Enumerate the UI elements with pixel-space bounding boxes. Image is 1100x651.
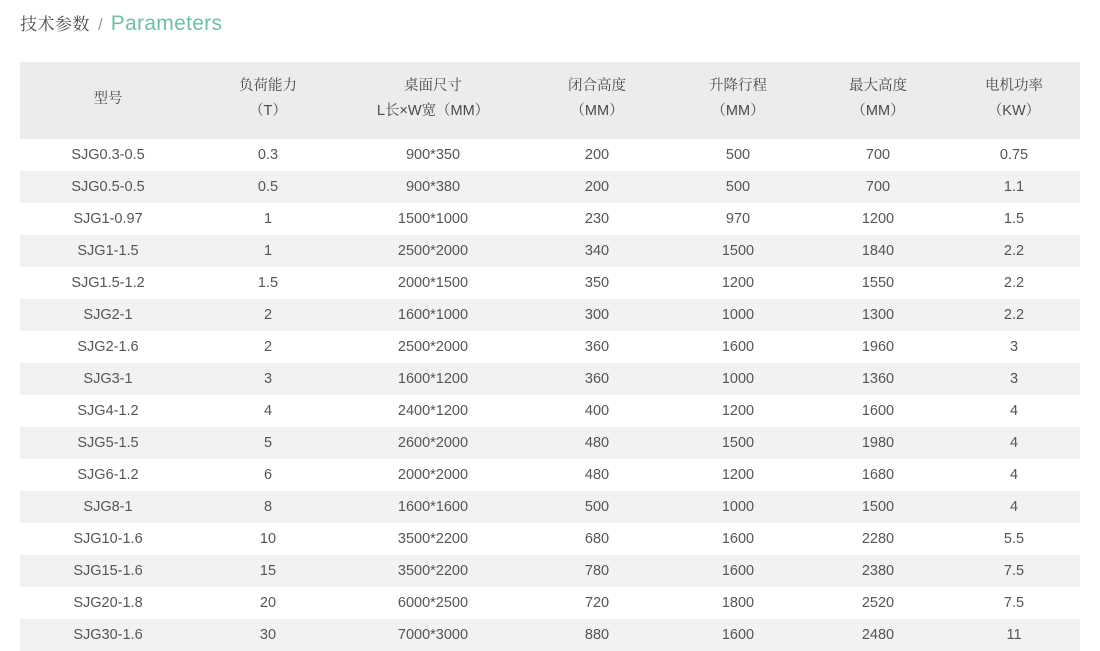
cell-closed-height: 360 [526,331,668,363]
table-row [20,619,1080,651]
cell-model: SJG20-1.8 [20,587,196,619]
column-header-line2: （T） [249,103,287,120]
table-row [20,235,1080,267]
cell-motor-power: 2.2 [948,267,1080,299]
cell-max-height: 1200 [808,203,948,235]
cell-model: SJG10-1.6 [20,523,196,555]
cell-model: SJG8-1 [20,491,196,523]
column-header-line2: （MM） [570,103,624,120]
cell-motor-power: 4 [948,491,1080,523]
cell-travel: 1000 [668,299,808,331]
table-row [20,555,1080,587]
page-title-cn: 技术参数 [20,15,90,34]
cell-closed-height: 200 [526,171,668,203]
cell-max-height: 700 [808,139,948,171]
cell-table-size: 3500*2200 [340,523,526,555]
column-header-travel [668,62,808,139]
cell-max-height: 1360 [808,363,948,395]
column-header-line1: 负荷能力 [239,78,297,94]
cell-load-capacity: 30 [196,619,340,651]
cell-motor-power: 4 [948,395,1080,427]
page-title-en: Parameters [110,12,223,35]
cell-model: SJG4-1.2 [20,395,196,427]
table-header [20,62,1080,139]
cell-closed-height: 480 [526,427,668,459]
cell-closed-height: 340 [526,235,668,267]
cell-closed-height: 880 [526,619,668,651]
cell-max-height: 1500 [808,491,948,523]
cell-motor-power: 2.2 [948,235,1080,267]
cell-max-height: 2280 [808,523,948,555]
cell-model: SJG15-1.6 [20,555,196,587]
cell-max-height: 2380 [808,555,948,587]
cell-max-height: 1300 [808,299,948,331]
cell-max-height: 2520 [808,587,948,619]
cell-load-capacity: 0.3 [196,139,340,171]
cell-model: SJG1-1.5 [20,235,196,267]
table-row [20,299,1080,331]
cell-closed-height: 500 [526,491,668,523]
cell-motor-power: 1.1 [948,171,1080,203]
table-body [20,139,1080,651]
cell-load-capacity: 4 [196,395,340,427]
cell-table-size: 2500*2000 [340,235,526,267]
cell-max-height: 1550 [808,267,948,299]
cell-motor-power: 3 [948,363,1080,395]
cell-model: SJG30-1.6 [20,619,196,651]
cell-travel: 1500 [668,235,808,267]
cell-table-size: 900*380 [340,171,526,203]
cell-motor-power: 1.5 [948,203,1080,235]
cell-max-height: 1980 [808,427,948,459]
table-row [20,267,1080,299]
cell-table-size: 2000*2000 [340,459,526,491]
cell-load-capacity: 2 [196,299,340,331]
cell-model: SJG3-1 [20,363,196,395]
cell-motor-power: 0.75 [948,139,1080,171]
cell-travel: 1600 [668,331,808,363]
cell-travel: 1000 [668,363,808,395]
column-header-line1: 桌面尺寸 [404,78,462,94]
cell-model: SJG2-1 [20,299,196,331]
table-header-row [20,62,1080,139]
cell-load-capacity: 0.5 [196,171,340,203]
column-header-model [20,62,196,139]
column-header-motor-power [948,62,1080,139]
cell-motor-power: 11 [948,619,1080,651]
cell-table-size: 1600*1200 [340,363,526,395]
table-row [20,331,1080,363]
cell-travel: 1200 [668,395,808,427]
cell-table-size: 3500*2200 [340,555,526,587]
column-header-line1: 型号 [93,90,123,107]
title-separator: / [98,15,103,34]
cell-motor-power: 3 [948,331,1080,363]
column-header-line2: L长×W宽（MM） [376,103,490,120]
cell-table-size: 2000*1500 [340,267,526,299]
cell-load-capacity: 1 [196,235,340,267]
cell-model: SJG0.5-0.5 [20,171,196,203]
column-header-max-height [808,62,948,139]
cell-model: SJG6-1.2 [20,459,196,491]
cell-table-size: 2600*2000 [340,427,526,459]
cell-table-size: 2500*2000 [340,331,526,363]
cell-load-capacity: 1.5 [196,267,340,299]
column-header-line1: 最大高度 [849,78,907,94]
cell-closed-height: 230 [526,203,668,235]
cell-load-capacity: 6 [196,459,340,491]
cell-motor-power: 4 [948,427,1080,459]
table-row [20,427,1080,459]
column-header-closed-height [526,62,668,139]
cell-travel: 1800 [668,587,808,619]
table-row [20,139,1080,171]
table-row [20,363,1080,395]
cell-load-capacity: 15 [196,555,340,587]
column-header-load-capacity [196,62,340,139]
cell-travel: 1600 [668,523,808,555]
column-header-line1: 电机功率 [985,78,1043,94]
cell-closed-height: 480 [526,459,668,491]
table-row [20,491,1080,523]
cell-model: SJG1.5-1.2 [20,267,196,299]
cell-closed-height: 360 [526,363,668,395]
cell-motor-power: 5.5 [948,523,1080,555]
cell-travel: 1500 [668,427,808,459]
cell-travel: 500 [668,171,808,203]
cell-load-capacity: 1 [196,203,340,235]
cell-closed-height: 350 [526,267,668,299]
cell-model: SJG1-0.97 [20,203,196,235]
cell-max-height: 1680 [808,459,948,491]
cell-table-size: 900*350 [340,139,526,171]
cell-max-height: 1960 [808,331,948,363]
cell-table-size: 1600*1000 [340,299,526,331]
cell-travel: 1600 [668,555,808,587]
cell-closed-height: 300 [526,299,668,331]
table-row [20,395,1080,427]
cell-max-height: 700 [808,171,948,203]
table-row [20,171,1080,203]
cell-table-size: 6000*2500 [340,587,526,619]
cell-travel: 1000 [668,491,808,523]
cell-table-size: 1600*1600 [340,491,526,523]
cell-max-height: 1840 [808,235,948,267]
column-header-line1: 闭合高度 [568,78,626,94]
column-header-line2: （KW） [987,103,1041,120]
column-header-table-size [340,62,526,139]
table-row [20,587,1080,619]
cell-table-size: 7000*3000 [340,619,526,651]
cell-travel: 500 [668,139,808,171]
cell-motor-power: 4 [948,459,1080,491]
cell-travel: 1600 [668,619,808,651]
column-header-line1: 升降行程 [709,78,767,94]
cell-load-capacity: 20 [196,587,340,619]
cell-motor-power: 2.2 [948,299,1080,331]
cell-max-height: 1600 [808,395,948,427]
page-title [20,0,1080,46]
cell-motor-power: 7.5 [948,555,1080,587]
cell-model: SJG0.3-0.5 [20,139,196,171]
cell-table-size: 1500*1000 [340,203,526,235]
cell-travel: 970 [668,203,808,235]
parameters-table [20,62,1080,651]
cell-travel: 1200 [668,459,808,491]
table-row [20,523,1080,555]
cell-max-height: 2480 [808,619,948,651]
cell-closed-height: 400 [526,395,668,427]
cell-motor-power: 7.5 [948,587,1080,619]
cell-load-capacity: 2 [196,331,340,363]
cell-load-capacity: 3 [196,363,340,395]
cell-closed-height: 200 [526,139,668,171]
cell-load-capacity: 5 [196,427,340,459]
cell-model: SJG2-1.6 [20,331,196,363]
cell-load-capacity: 10 [196,523,340,555]
cell-load-capacity: 8 [196,491,340,523]
column-header-line2: （MM） [851,103,905,120]
cell-table-size: 2400*1200 [340,395,526,427]
cell-model: SJG5-1.5 [20,427,196,459]
cell-closed-height: 780 [526,555,668,587]
cell-travel: 1200 [668,267,808,299]
cell-closed-height: 680 [526,523,668,555]
table-row [20,459,1080,491]
column-header-line2: （MM） [711,103,765,120]
table-row [20,203,1080,235]
cell-closed-height: 720 [526,587,668,619]
